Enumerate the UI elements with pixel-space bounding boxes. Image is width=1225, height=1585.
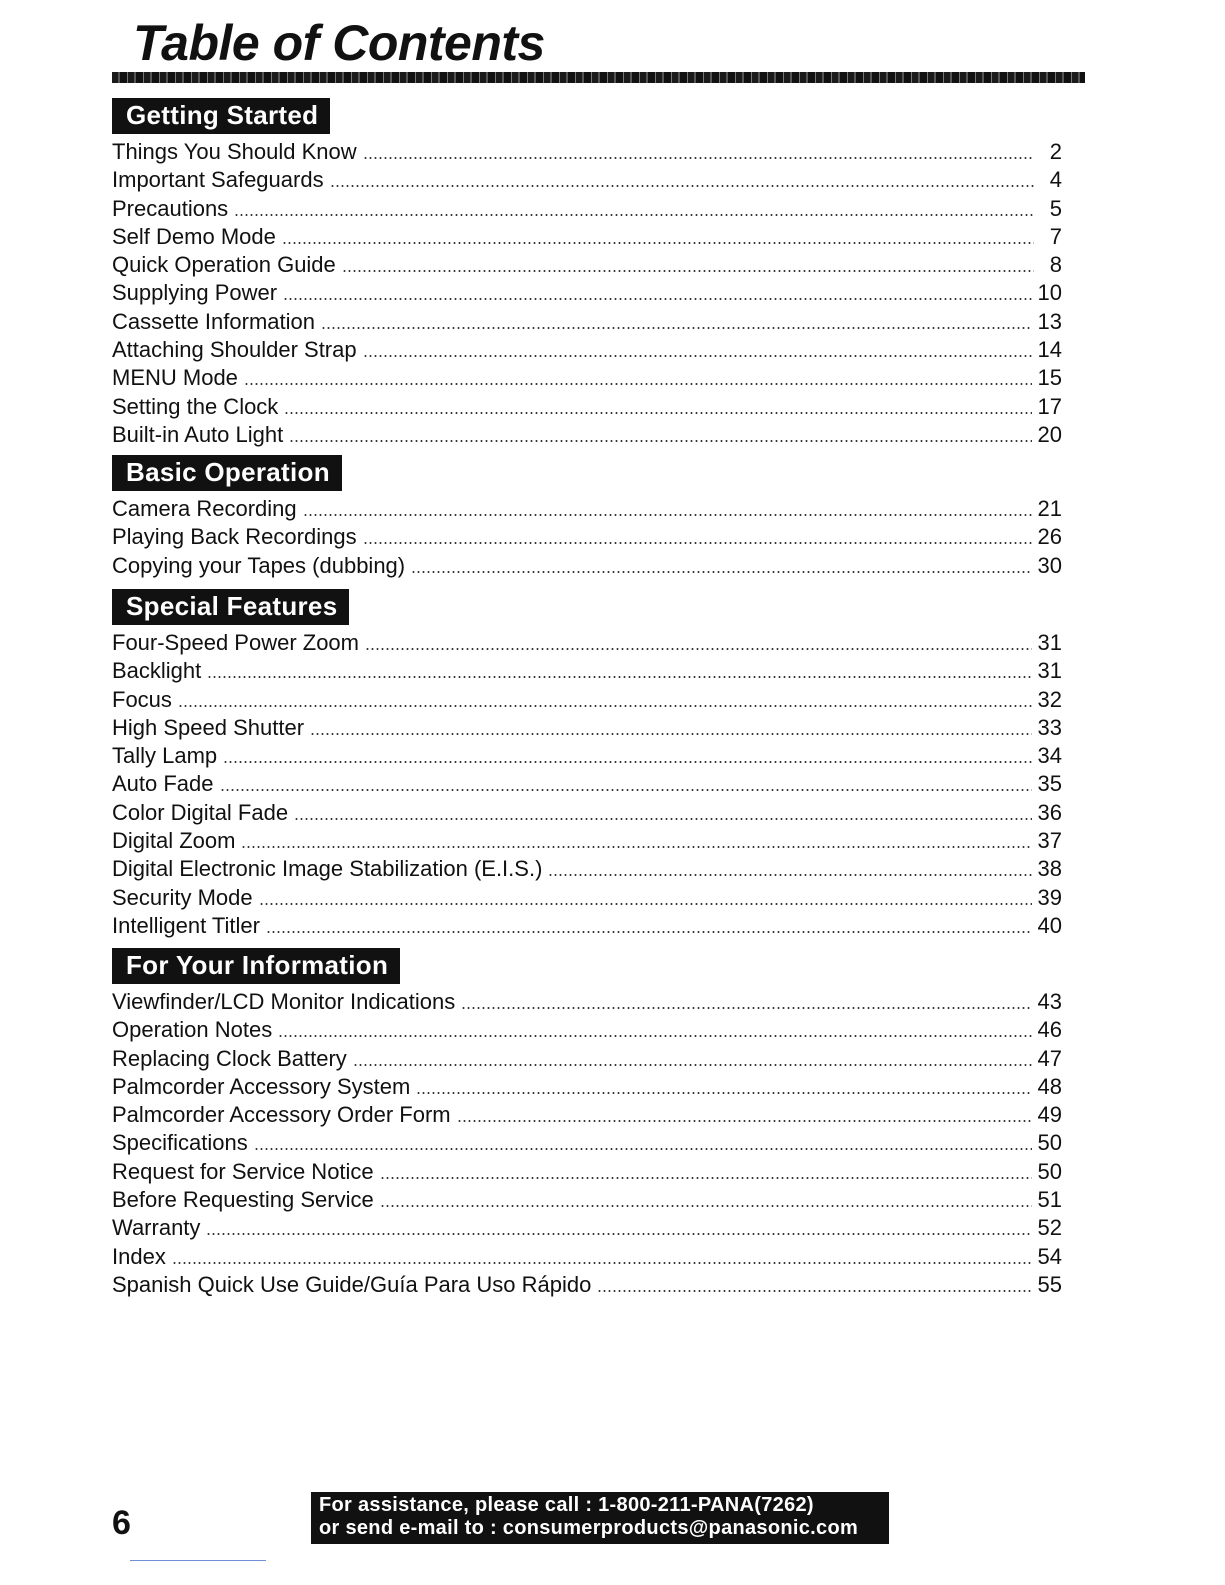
toc-entry-page: 32 — [1037, 686, 1062, 712]
toc-entry — [112, 1158, 1062, 1186]
toc-entry-page: 4 — [1049, 167, 1062, 193]
dot-leader — [457, 1120, 1032, 1122]
dot-leader — [294, 818, 1031, 820]
toc-entry — [112, 855, 1062, 883]
toc-entry-page: 7 — [1049, 223, 1062, 249]
section-heading: Special Features — [112, 589, 349, 625]
section-getting-started — [112, 98, 1062, 449]
toc-entry-page: 26 — [1037, 524, 1062, 550]
toc-entry — [112, 686, 1062, 714]
toc-entry-title: Tally Lamp — [112, 743, 218, 769]
toc-entry-title: Things You Should Know — [112, 139, 357, 164]
toc-entry — [112, 421, 1062, 449]
toc-entry-page: 31 — [1037, 630, 1062, 655]
toc-entry-title: Digital Electronic Image Stabilization (E.I.S.) — [112, 856, 543, 882]
toc-entry-title: MENU Mode — [112, 365, 238, 391]
dot-leader — [363, 542, 1032, 544]
toc-entry-title: Color Digital Fade — [112, 799, 289, 825]
toc-entry-page: 46 — [1037, 1017, 1062, 1043]
toc-entry-title: Copying your Tapes (dubbing) — [112, 552, 406, 578]
dot-leader — [289, 440, 1031, 442]
toc-entry — [112, 742, 1062, 770]
toc-entry-title: Before Requesting Service — [112, 1187, 374, 1213]
dot-leader — [278, 1035, 1031, 1037]
section-heading: For Your Information — [112, 948, 400, 984]
toc-entry — [112, 799, 1062, 827]
toc-entry-title: Palmcorder Accessory System — [112, 1073, 411, 1099]
dot-leader — [254, 1148, 1032, 1150]
toc-entry-page: 35 — [1037, 771, 1062, 797]
toc-entry-page: 20 — [1037, 421, 1062, 447]
toc-entry-page: 5 — [1049, 195, 1062, 221]
toc-entry-page: 47 — [1037, 1045, 1062, 1071]
toc-entry-page: 43 — [1037, 989, 1062, 1014]
toc-entry-page: 34 — [1037, 743, 1062, 769]
toc-entry-page: 36 — [1037, 799, 1062, 825]
section-special-features — [112, 589, 1062, 940]
section-for-your-information — [112, 948, 1062, 1299]
toc-entry-page: 8 — [1049, 252, 1062, 278]
dot-leader — [220, 789, 1032, 791]
toc-entry — [112, 1243, 1062, 1271]
dot-leader — [178, 705, 1032, 707]
toc-entry — [112, 552, 1062, 580]
toc-entry-page: 2 — [1049, 139, 1062, 164]
dot-leader — [234, 214, 1034, 216]
toc-entry-title: Viewfinder/LCD Monitor Indications — [112, 989, 456, 1014]
page-number: 6 — [112, 1504, 131, 1542]
toc-entry-title: Four-Speed Power Zoom — [112, 630, 359, 655]
assistance-phone-line: For assistance, please call : 1-800-211-PANA(7262) — [319, 1494, 814, 1516]
toc-entry-page: 33 — [1037, 714, 1062, 740]
toc-entry — [112, 166, 1062, 194]
toc-entry-title: High Speed Shutter — [112, 714, 305, 740]
toc-entry — [112, 629, 1062, 657]
dot-leader — [365, 648, 1032, 650]
dot-leader — [461, 1007, 1031, 1009]
dot-leader — [310, 733, 1031, 735]
dot-leader — [223, 761, 1031, 763]
toc-entry — [112, 1073, 1062, 1101]
toc-entry — [112, 195, 1062, 223]
toc-entry-title: Supplying Power — [112, 280, 278, 306]
dot-leader — [241, 846, 1031, 848]
dot-leader — [330, 185, 1034, 187]
toc-entry-page: 51 — [1037, 1187, 1062, 1213]
dot-leader — [283, 298, 1031, 300]
toc-entry-title: Setting the Clock — [112, 393, 279, 419]
toc-entry-page: 30 — [1037, 552, 1062, 578]
toc-list — [112, 495, 1062, 580]
toc-entry-page: 37 — [1037, 828, 1062, 854]
toc-entry — [112, 495, 1062, 523]
toc-entry-page: 52 — [1037, 1215, 1062, 1241]
dot-leader — [416, 1092, 1031, 1094]
toc-entry-page: 54 — [1037, 1243, 1062, 1269]
toc-entry — [112, 1016, 1062, 1044]
assistance-email-line: or send e-mail to : consumerproducts@panasonic.com — [319, 1517, 859, 1539]
toc-entry-title: Replacing Clock Battery — [112, 1045, 347, 1071]
dot-leader — [284, 412, 1031, 414]
toc-entry-title: Intelligent Titler — [112, 912, 260, 938]
toc-entry-title: Digital Zoom — [112, 828, 236, 854]
toc-entry-title: Focus — [112, 686, 172, 712]
dot-leader — [363, 157, 1034, 159]
toc-entry-page: 38 — [1037, 856, 1062, 882]
dot-leader — [597, 1290, 1031, 1292]
toc-entry-page: 17 — [1037, 393, 1062, 419]
section-heading: Getting Started — [112, 98, 330, 134]
toc-entry — [112, 251, 1062, 279]
toc-entry — [112, 884, 1062, 912]
toc-entry — [112, 336, 1062, 364]
dot-leader — [363, 355, 1032, 357]
toc-entry-title: Camera Recording — [112, 496, 297, 521]
section-basic-operation — [112, 455, 1062, 580]
toc-list — [112, 988, 1062, 1299]
toc-entry-title: Self Demo Mode — [112, 223, 276, 249]
toc-entry-title: Request for Service Notice — [112, 1158, 374, 1184]
dot-leader — [207, 676, 1031, 678]
dot-leader — [353, 1064, 1032, 1066]
toc-entry — [112, 393, 1062, 421]
toc-entry-page: 49 — [1037, 1102, 1062, 1128]
toc-entry-page: 40 — [1037, 912, 1062, 938]
dot-leader — [342, 270, 1034, 272]
toc-entry-title: Operation Notes — [112, 1017, 273, 1043]
toc-entry-title: Precautions — [112, 195, 229, 221]
toc-entry-title: Palmcorder Accessory Order Form — [112, 1102, 451, 1128]
toc-entry — [112, 1129, 1062, 1157]
dot-leader — [303, 514, 1032, 516]
toc-entry-page: 55 — [1037, 1271, 1062, 1297]
assistance-box — [311, 1492, 889, 1544]
toc-entry — [112, 1101, 1062, 1129]
toc-entry — [112, 223, 1062, 251]
toc-entry-page: 21 — [1037, 496, 1062, 521]
toc-entry-title: Quick Operation Guide — [112, 252, 336, 278]
dot-leader — [548, 874, 1031, 876]
toc-entry-page: 10 — [1037, 280, 1062, 306]
toc-entry-title: Security Mode — [112, 884, 253, 910]
toc-entry-title: Built-in Auto Light — [112, 421, 284, 447]
dot-leader — [380, 1205, 1032, 1207]
toc-entry — [112, 523, 1062, 551]
dot-leader — [321, 327, 1032, 329]
toc-entry — [112, 1271, 1062, 1299]
toc-entry-title: Specifications — [112, 1130, 248, 1156]
dot-leader — [206, 1233, 1031, 1235]
toc-entry — [112, 1186, 1062, 1214]
toc-entry — [112, 1045, 1062, 1073]
dot-leader — [266, 931, 1032, 933]
toc-entry-page: 50 — [1037, 1158, 1062, 1184]
toc-list — [112, 629, 1062, 940]
title-divider — [112, 72, 1085, 83]
toc-entry — [112, 308, 1062, 336]
toc-entry-title: Cassette Information — [112, 308, 315, 334]
toc-entry-page: 31 — [1037, 658, 1062, 684]
toc-entry — [112, 770, 1062, 798]
page-title: Table of Contents — [133, 15, 545, 71]
bottom-divider — [130, 1560, 266, 1561]
toc-entry — [112, 364, 1062, 392]
toc-entry — [112, 827, 1062, 855]
dot-leader — [172, 1262, 1032, 1264]
section-heading: Basic Operation — [112, 455, 342, 491]
toc-entry — [112, 988, 1062, 1016]
dot-leader — [244, 383, 1032, 385]
toc-entry-page: 13 — [1037, 308, 1062, 334]
dot-leader — [282, 242, 1034, 244]
toc-entry-title: Attaching Shoulder Strap — [112, 337, 357, 363]
toc-entry — [112, 1214, 1062, 1242]
toc-entry — [112, 279, 1062, 307]
toc-entry-page: 15 — [1037, 365, 1062, 391]
toc-list — [112, 138, 1062, 449]
toc-entry-title: Index — [112, 1243, 166, 1269]
toc-entry — [112, 138, 1062, 166]
toc-entry-page: 39 — [1037, 884, 1062, 910]
toc-entry-title: Important Safeguards — [112, 167, 324, 193]
toc-entry-title: Warranty — [112, 1215, 201, 1241]
dot-leader — [259, 903, 1032, 905]
toc-entry — [112, 714, 1062, 742]
toc-entry-page: 14 — [1037, 337, 1062, 363]
toc-entry-title: Auto Fade — [112, 771, 214, 797]
toc-entry-title: Playing Back Recordings — [112, 524, 357, 550]
toc-entry-title: Spanish Quick Use Guide/Guía Para Uso Rápido — [112, 1271, 592, 1297]
toc-entry-page: 50 — [1037, 1130, 1062, 1156]
toc-entry — [112, 657, 1062, 685]
toc-entry-page: 48 — [1037, 1073, 1062, 1099]
dot-leader — [411, 571, 1031, 573]
dot-leader — [380, 1177, 1032, 1179]
toc-entry — [112, 912, 1062, 940]
toc-entry-title: Backlight — [112, 658, 202, 684]
